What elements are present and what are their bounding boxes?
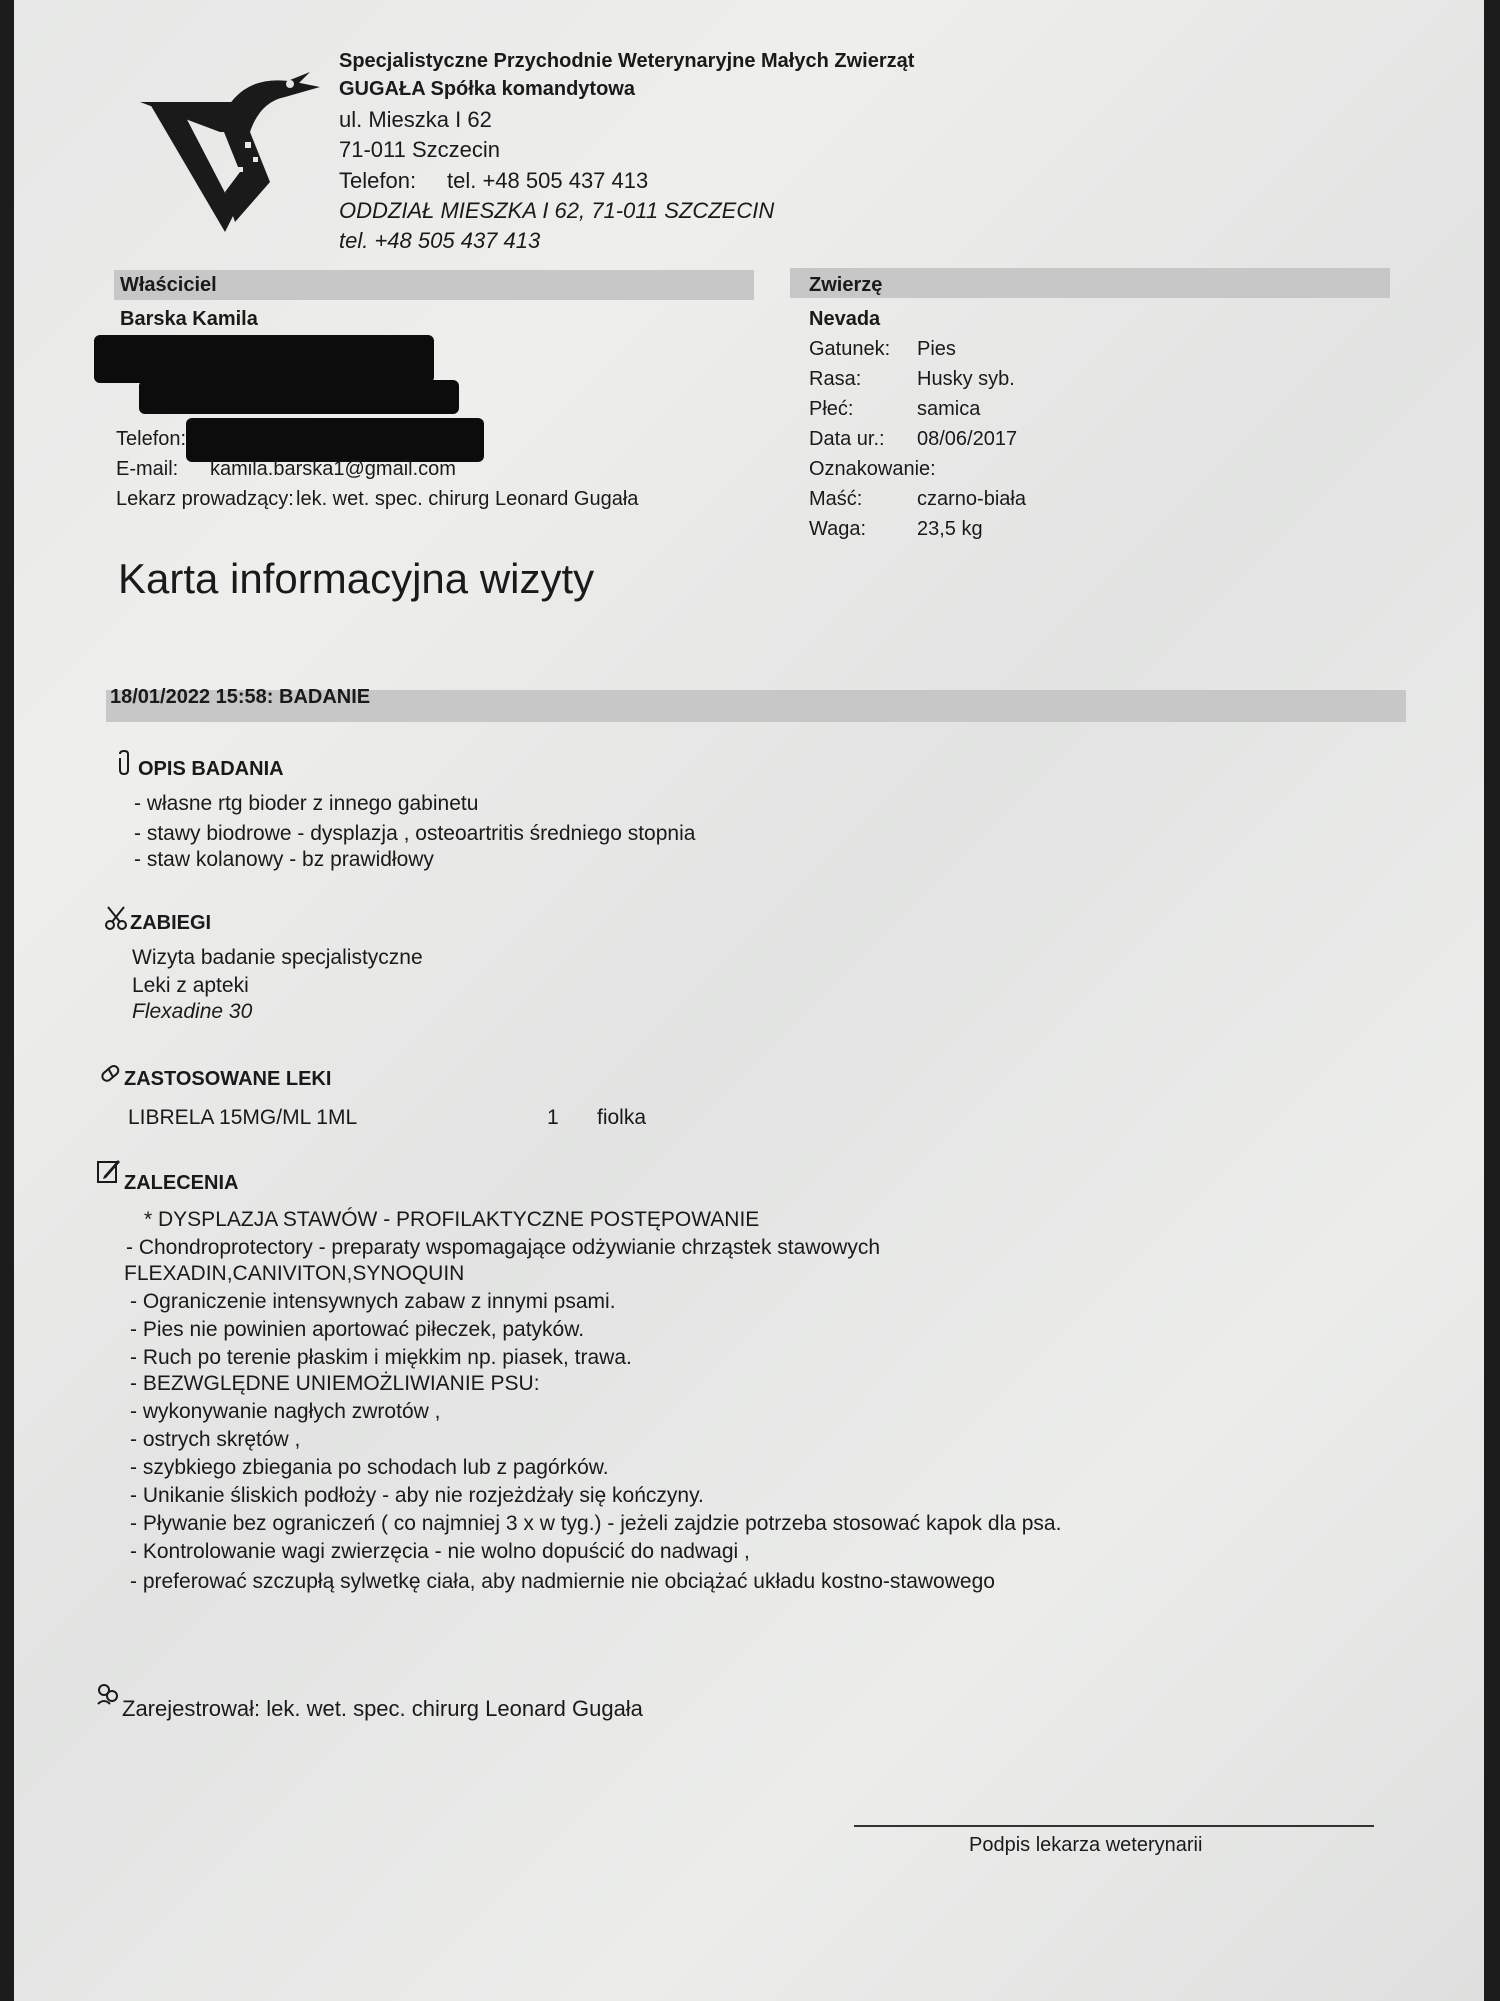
- registered-by: Zarejestrował: lek. wet. spec. chirurg Leonard Gugała: [122, 1696, 643, 1721]
- recommendation-line: * DYSPLAZJA STAWÓW - PROFILAKTYCZNE POSTĘPOWANIE: [144, 1208, 760, 1231]
- clinic-street: ul. Mieszka I 62: [339, 107, 492, 132]
- recommendation-line: - wykonywanie nagłych zwrotów ,: [130, 1400, 441, 1423]
- user-group-icon: [96, 1682, 120, 1708]
- recommendation-line: - BEZWGLĘDNE UNIEMOŻLIWIANIE PSU:: [130, 1372, 540, 1395]
- recommendation-line: - szybkiego zbiegania po schodach lub z pagórków.: [130, 1456, 609, 1479]
- clinic-logo: [120, 62, 330, 252]
- recommendation-line: - Kontrolowanie wagi zwierzęcia - nie wolno dopuścić do nadwagi ,: [130, 1540, 750, 1563]
- animal-section-label: Zwierzę: [809, 274, 883, 296]
- animal-field-label: Oznakowanie:: [809, 458, 936, 480]
- owner-section-label: Właściciel: [120, 274, 217, 296]
- animal-field-value: samica: [917, 398, 981, 420]
- animal-field-value: 08/06/2017: [917, 428, 1018, 450]
- recommendation-line: - Ograniczenie intensywnych zabaw z innymi psami.: [130, 1290, 616, 1313]
- redaction-address: [94, 335, 434, 383]
- redaction-phone: [186, 418, 484, 462]
- recommendation-line: FLEXADIN,CANIVITON,SYNOQUIN: [124, 1262, 465, 1285]
- recommendation-line: - ostrych skrętów ,: [130, 1428, 301, 1451]
- recommendation-line: - Unikanie śliskich podłoży - aby nie rozjeżdżały się kończyny.: [130, 1484, 704, 1507]
- visit-header: 18/01/2022 15:58: BADANIE: [110, 686, 371, 708]
- clinic-name: Specjalistyczne Przychodnie Weterynaryjne Małych Zwierząt: [339, 50, 915, 72]
- signature-label: Podpis lekarza weterynarii: [969, 1834, 1203, 1856]
- clinic-branch: ODDZIAŁ MIESZKA I 62, 71-011 SZCZECIN: [339, 198, 775, 223]
- pill-icon: [98, 1060, 122, 1086]
- recommendation-line: - Chondroprotectory - preparaty wspomagające odżywianie chrząstek stawowych: [126, 1236, 881, 1259]
- procedure-line: Flexadine 30: [132, 1000, 253, 1023]
- clinic-company: GUGAŁA Spółka komandytowa: [339, 78, 635, 100]
- exam-line: - stawy biodrowe - dysplazja , osteoartritis średniego stopnia: [134, 822, 696, 845]
- owner-phone-label: Telefon:: [116, 428, 187, 450]
- owner-email-label: E-mail:: [116, 458, 179, 480]
- exam-title: OPIS BADANIA: [138, 758, 284, 780]
- paperclip-icon: [112, 750, 136, 776]
- owner-email: kamila.barska1@gmail.com: [210, 458, 456, 480]
- procedure-line: Leki z apteki: [132, 974, 249, 997]
- drugs-title: ZASTOSOWANE LEKI: [124, 1068, 332, 1090]
- scissors-icon: [104, 905, 128, 931]
- exam-line: - staw kolanowy - bz prawidłowy: [134, 848, 434, 871]
- signature-line: [854, 1825, 1374, 1827]
- document-title: Karta informacyjna wizyty: [118, 555, 595, 602]
- animal-field-value: Husky syb.: [917, 368, 1015, 390]
- drug-unit: fiolka: [597, 1106, 647, 1129]
- clinic-phone-label: Telefon:: [339, 168, 417, 193]
- clinic-phone: tel. +48 505 437 413: [447, 168, 649, 193]
- animal-field-label: Płeć:: [809, 398, 854, 420]
- animal-field-value: czarno-biała: [917, 488, 1026, 510]
- animal-field-label: Waga:: [809, 518, 867, 540]
- drug-name: LIBRELA 15MG/ML 1ML: [128, 1106, 358, 1129]
- exam-line: - własne rtg bioder z innego gabinetu: [134, 792, 479, 815]
- owner-name: Barska Kamila: [120, 308, 258, 330]
- procedure-line: Wizyta badanie specjalistyczne: [132, 946, 423, 969]
- animal-field-label: Data ur.:: [809, 428, 885, 450]
- recommendations-title: ZALECENIA: [124, 1172, 239, 1194]
- animal-field-label: Maść:: [809, 488, 863, 510]
- recommendation-line: - Ruch po terenie płaskim i miękkim np. piasek, trawa.: [130, 1346, 632, 1369]
- clinic-branch-phone: tel. +48 505 437 413: [339, 228, 541, 253]
- drug-qty: 1: [547, 1106, 559, 1129]
- doctor-name: lek. wet. spec. chirurg Leonard Gugała: [296, 488, 639, 510]
- edit-icon: [96, 1158, 120, 1184]
- redaction-address-2: [139, 380, 459, 414]
- animal-field-value: Pies: [917, 338, 956, 360]
- animal-field-label: Gatunek:: [809, 338, 891, 360]
- recommendation-line: - preferować szczupłą sylwetkę ciała, aby nadmiernie nie obciążać układu kostno-stawowego: [130, 1570, 995, 1593]
- doctor-label: Lekarz prowadzący:: [116, 488, 294, 510]
- procedures-title: ZABIEGI: [130, 912, 212, 934]
- document-page: [14, 0, 1484, 2001]
- animal-name: Nevada: [809, 308, 881, 330]
- recommendation-line: - Pies nie powinien aportować piłeczek, patyków.: [130, 1318, 585, 1341]
- clinic-city: 71-011 Szczecin: [339, 137, 501, 162]
- animal-field-value: 23,5 kg: [917, 518, 983, 540]
- animal-field-label: Rasa:: [809, 368, 862, 390]
- recommendation-line: - Pływanie bez ograniczeń ( co najmniej 3 x w tyg.) - jeżeli zajdzie potrzeba stosować kapok dla psa.: [130, 1512, 1062, 1535]
